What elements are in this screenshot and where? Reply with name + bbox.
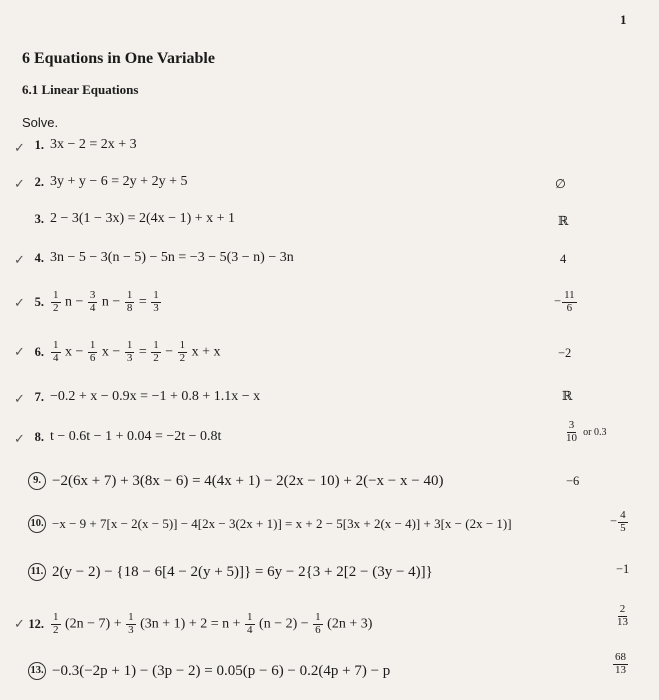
problem-number: 6. bbox=[34, 344, 44, 359]
page-number: 1 bbox=[620, 12, 627, 27]
section-title: 6.1 Linear Equations bbox=[22, 82, 139, 97]
check-mark-icon: ✓ bbox=[14, 391, 25, 406]
problem-11 bbox=[22, 563, 433, 581]
problem-9 bbox=[22, 472, 443, 490]
problem-5 bbox=[22, 290, 162, 314]
equation: 2(y − 2) − {18 − 6[4 − 2(y + 5)]} = 6y − 2{3 + 2[2 − (3y − 4)]} bbox=[52, 563, 433, 580]
answer-12: $\frac{2}{13}$ bbox=[617, 603, 628, 628]
equation: 3y + y − 6 = 2y + 2y + 5 bbox=[50, 174, 188, 189]
problem-number: 5. bbox=[34, 294, 44, 309]
check-mark-icon: ✓ bbox=[14, 252, 25, 267]
answer-7: ℝ bbox=[562, 389, 573, 403]
instruction-text: Solve. bbox=[22, 115, 59, 130]
problem-13 bbox=[22, 662, 390, 680]
problem-6 bbox=[22, 340, 221, 364]
answer-5: − $\frac{11}{6}$ bbox=[554, 289, 575, 314]
fraction: $\frac{3}{4}$ bbox=[89, 289, 96, 314]
equation: t − 0.6t − 1 + 0.04 = −2t − 0.8t bbox=[50, 429, 222, 444]
equation: 2 − 3(1 − 3x) = 2(4x − 1) + x + 1 bbox=[50, 211, 236, 226]
answer-3: ℝ bbox=[558, 214, 569, 228]
answer-2: ∅ bbox=[555, 177, 566, 191]
problem-2 bbox=[22, 174, 187, 190]
equation: $\frac{1}{4}$ x − $\frac{1}{6}$ x − $\frac{1}{3}$ = $\frac{1}{2}$ − $\frac{1}{2}$ x + x bbox=[53, 339, 221, 364]
answer-13: $\frac{68}{13}$ bbox=[615, 651, 626, 676]
check-mark-icon: ✓ bbox=[14, 344, 25, 359]
problem-number: 4. bbox=[34, 250, 44, 265]
equation: −2(6x + 7) + 3(8x − 6) = 4(4x + 1) − 2(2x − 10) + 2(−x − x − 40) bbox=[52, 472, 444, 489]
problem-8 bbox=[22, 429, 221, 445]
answer-10: − $\frac{4}{5}$ bbox=[610, 509, 626, 534]
problem-number: 7. bbox=[34, 389, 44, 404]
fraction: $\frac{1}{3}$ bbox=[153, 289, 159, 314]
problem-number-circled: 13. bbox=[28, 662, 46, 680]
answer-6: −2 bbox=[558, 346, 572, 360]
problem-number-circled: 11. bbox=[28, 563, 46, 581]
check-mark-icon: ✓ bbox=[14, 431, 25, 446]
check-mark-icon: ✓ bbox=[14, 295, 25, 310]
equation: $\frac{1}{2}$ n − $\frac{3}{4}$ n − $\frac{1}{8}$ = $\frac{1}{3}$ bbox=[53, 289, 159, 314]
answer-4: 4 bbox=[560, 252, 567, 266]
answer-8: $\frac{3}{10}$ or 0.3 bbox=[566, 419, 607, 444]
problem-number: 2. bbox=[34, 174, 44, 189]
equation: −x − 9 + 7[x − 2(x − 5)] − 4[2x − 3(2x + 1)] = x + 2 − 5[3x + 2(x − 4)] + 3[x − (2x − 1)] bbox=[52, 516, 512, 531]
equation: −0.2 + x − 0.9x = −1 + 0.8 + 1.1x − x bbox=[50, 389, 261, 404]
equation: 3n − 5 − 3(n − 5) − 5n = −3 − 5(3 − n) − 3n bbox=[50, 250, 294, 265]
check-mark-icon: ✓ bbox=[14, 176, 25, 191]
check-mark-icon: ✓ bbox=[14, 140, 25, 155]
equation: 3x − 2 = 2x + 3 bbox=[50, 137, 137, 152]
problem-number-circled: 9. bbox=[28, 472, 46, 490]
problem-number: 12. bbox=[28, 616, 44, 631]
problem-number: 3. bbox=[34, 211, 44, 226]
problem-7 bbox=[22, 389, 260, 405]
problem-1 bbox=[22, 137, 137, 153]
chapter-title: 6 Equations in One Variable bbox=[22, 50, 215, 67]
problem-number-circled: 10. bbox=[28, 515, 46, 533]
problem-4 bbox=[22, 250, 294, 266]
answer-11: −1 bbox=[616, 562, 630, 576]
problem-number: 1. bbox=[34, 137, 44, 152]
problem-3 bbox=[22, 211, 235, 227]
check-mark-icon: ✓ bbox=[14, 616, 25, 631]
fraction: $\frac{1}{8}$ bbox=[126, 289, 133, 314]
equation: $\frac{1}{2}$ (2n − 7) + $\frac{1}{3}$ (3n + 1) + 2 = n + $\frac{1}{4}$ (n − 2) − $\frac{1}{6}$ (2n + 3) bbox=[53, 611, 373, 636]
fraction: $\frac{1}{2}$ bbox=[53, 289, 59, 314]
problem-10 bbox=[22, 515, 512, 533]
problem-number: 8. bbox=[34, 429, 44, 444]
problem-12 bbox=[22, 612, 372, 636]
equation: −0.3(−2p + 1) − (3p − 2) = 0.05(p − 6) − 0.2(4p + 7) − p bbox=[52, 662, 391, 679]
answer-9: −6 bbox=[566, 474, 580, 488]
